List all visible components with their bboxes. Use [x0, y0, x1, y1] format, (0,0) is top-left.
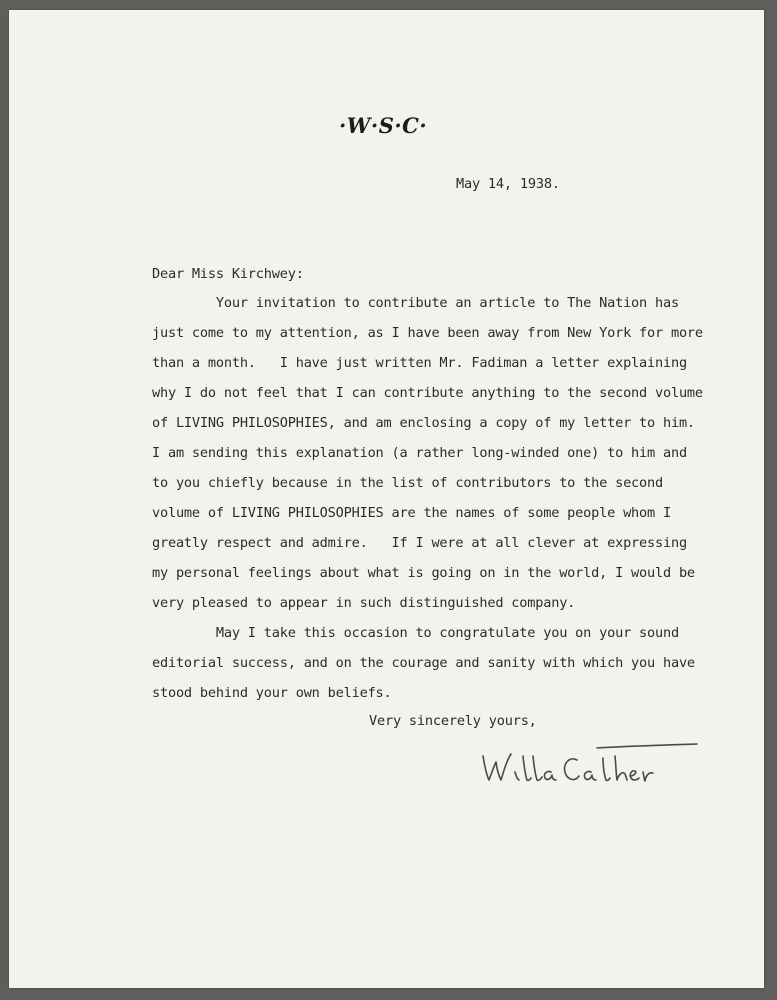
- body-line: editorial success, and on the courage and sanity with which you have: [152, 655, 695, 671]
- letter-page: [9, 10, 764, 988]
- body-line: why I do not feel that I can contribute anything to the second volume: [152, 385, 703, 401]
- body-line: stood behind your own beliefs.: [152, 685, 392, 701]
- body-line: just come to my attention, as I have been away from New York for more: [152, 325, 703, 341]
- body-line: very pleased to appear in such distinguished company.: [152, 595, 576, 611]
- closing: Very sincerely yours,: [369, 713, 537, 729]
- letter-date: May 14, 1938.: [456, 176, 560, 192]
- body-line: than a month. I have just written Mr. Fadiman a letter explaining: [152, 355, 687, 371]
- body-line: of LIVING PHILOSOPHIES, and am enclosing a copy of my letter to him.: [152, 415, 695, 431]
- body-line: I am sending this explanation (a rather long-winded one) to him and: [152, 445, 687, 461]
- body-line: greatly respect and admire. If I were at all clever at expressing: [152, 535, 687, 551]
- body-line: May I take this occasion to congratulate you on your sound: [152, 625, 679, 641]
- handwritten-signature: [479, 742, 704, 790]
- salutation: Dear Miss Kirchwey:: [152, 266, 304, 282]
- letterhead-monogram: ·W·S·C·: [339, 113, 428, 138]
- body-line: Your invitation to contribute an article to The Nation has: [152, 295, 679, 311]
- body-line: to you chiefly because in the list of contributors to the second: [152, 475, 663, 491]
- body-line: my personal feelings about what is going on in the world, I would be: [152, 565, 695, 581]
- body-line: volume of LIVING PHILOSOPHIES are the names of some people whom I: [152, 505, 671, 521]
